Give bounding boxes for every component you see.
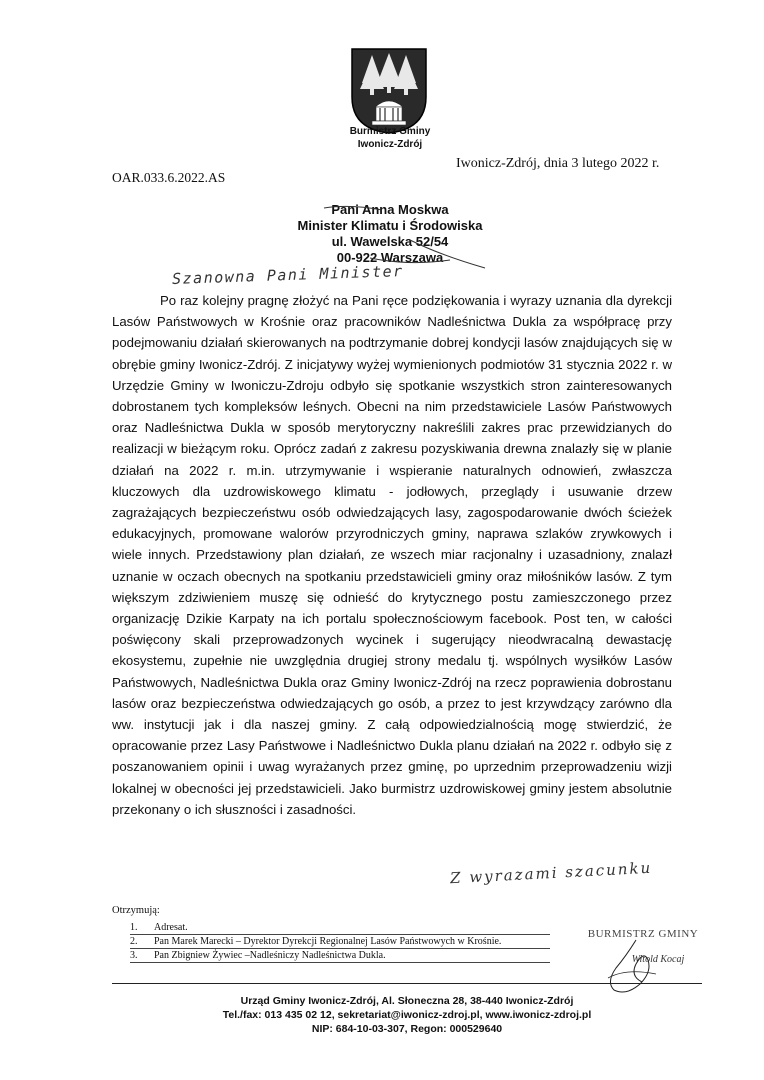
addressee-name: Pani Anna Moskwa: [331, 202, 449, 217]
letter-body: [112, 290, 672, 820]
place-date: Iwonicz-Zdrój, dnia 3 lutego 2022 r.: [456, 156, 660, 171]
recipients-label: Otrzymują:: [112, 905, 160, 916]
footer-contact: Tel./fax: 013 435 02 12, sekretariat@iwonicz-zdroj.pl, www.iwonicz-zdroj.pl: [222, 1009, 592, 1021]
body-paragraph: Po raz kolejny pragnę złożyć na Pani ręce podziękowania i wyrazy uznania dla dyrekcji Lasów Państwowych w Krośnie oraz pracowników Nadleśnictwa Dukla za współpracę przy podejmowaniu działań skierowanych na podtrzymanie dobrej kondycji lasów znajdujących się w obrębie gminy Iwonicz-Zdrój. Z inicjatywy wyżej wymienionych podmiotów 31 stycznia 2022 r. w Urzędzie Gminy w Iwoniczu-Zdroju odbyło się spotkanie wszystkich stron zainteresowanych dobrostanem tych kompleksów leśnych. Obecni na nim przedstawiciele Lasów Państwowych oraz Nadleśnictwa Dukla w sposób merytoryczny nakreślili zakres prac przewidzianych do realizacji w bieżącym roku. Oprócz zadań z zakresu pozyskiwania drewna znalazły się w planie działań na 2022 r. m.in. utrzymywanie i wspieranie naturalnych odnowień, zwłaszcza kluczowych dla uzdrowiskowego klimatu - jodłowych, przeglądy i usuwanie drzew zagrażających bezpieczeństwu osób odwiedzających lasy, zagospodarowanie dwóch ścieżek edukacyjnych, promowane walorów przyrodniczych gminy, naprawa szlaków zrywkowych i wiele innych. Przedstawiony plan działań, ze wszech miar racjonalny i uzasadniony, znalazł uznanie w oczach obecnych na spotkaniu przedstawicieli gminy oraz miłośników lasów. Z tym większym zdziwieniem muszę się odnieść do krytycznego postu zamieszczonego przez organizację Dzikie Karpaty na ich portalu społecznościowym facebook. Post ten, w całości poświęcony skali przeprowadzonych wycinek i sugerujący nieodwracalną dewastację ekosystemu, zupełnie nie uwzględnia drugiej strony medalu tj. wspólnych wysiłków Lasów Państwowych, Nadleśnictwa Dukla oraz Gminy Iwonicz-Zdrój na rzecz poprawienia dobrostanu lasów oraz bezpieczeństwa odwiedzających go osób, a przez to jest krzywdzący zarówno dla ww. instytucji jak i dla naszej gminy. Z całą odpowiedzialnością mogę stwierdzić, że opracowanie przez Lasy Państwowe i Nadleśnictwo Dukla planu działań na 2022 r. odbyło się z poszanowaniem opinii i uwag wyrażanych przez gminę, po uprzednim przeprowadzeniu wizji lokalnej w obecności jej przedstawicieli. Jako burmistrz uzdrowiskowej gminy jestem absolutnie przekonany o ich słuszności i zasadności.: [112, 293, 672, 817]
office-municipality: Iwonicz-Zdrój: [357, 139, 423, 150]
addressee-title: Minister Klimatu i Środowiska: [297, 218, 483, 233]
handwritten-closing: Z wyrazami szacunku: [449, 858, 653, 888]
stamp-name: Witold Kocaj: [631, 954, 685, 965]
recipient-text: Adresat.: [154, 922, 188, 933]
reference-number: OAR.033.6.2022.AS: [112, 170, 226, 185]
addressee-city: 00-922 Warszawa: [336, 250, 444, 265]
recipient-number: 1.: [130, 922, 138, 933]
recipients-list: [130, 921, 550, 963]
signature: [596, 938, 676, 998]
list-item: [130, 949, 550, 963]
list-item: [130, 921, 550, 935]
office-name: [300, 125, 480, 151]
footer-divider: [112, 983, 702, 984]
addressee-street: ul. Wawelska 52/54: [331, 234, 449, 249]
recipient-text: Pan Zbigniew Żywiec –Nadleśniczy Nadleśnictwa Dukla.: [154, 950, 386, 961]
recipient-number: 3.: [130, 950, 138, 961]
stamp-title: BURMISTRZ GMINY: [587, 928, 699, 940]
handwritten-salutation: Szanowna Pani Minister: [171, 261, 404, 289]
footer-ids: NIP: 684-10-03-307, Regon: 000529640: [311, 1023, 503, 1035]
list-item: [130, 935, 550, 949]
letter-footer: [112, 994, 702, 1036]
coat-of-arms: [348, 45, 430, 135]
recipient-text: Pan Marek Marecki – Dyrektor Dyrekcji Regionalnej Lasów Państwowych w Krośnie.: [154, 936, 502, 947]
recipient-number: 2.: [130, 936, 138, 947]
footer-address: Urząd Gminy Iwonicz-Zdrój, Al. Słoneczna 28, 38-440 Iwonicz-Zdrój: [240, 995, 574, 1007]
office-title: Burmistrz Gminy: [349, 126, 431, 137]
